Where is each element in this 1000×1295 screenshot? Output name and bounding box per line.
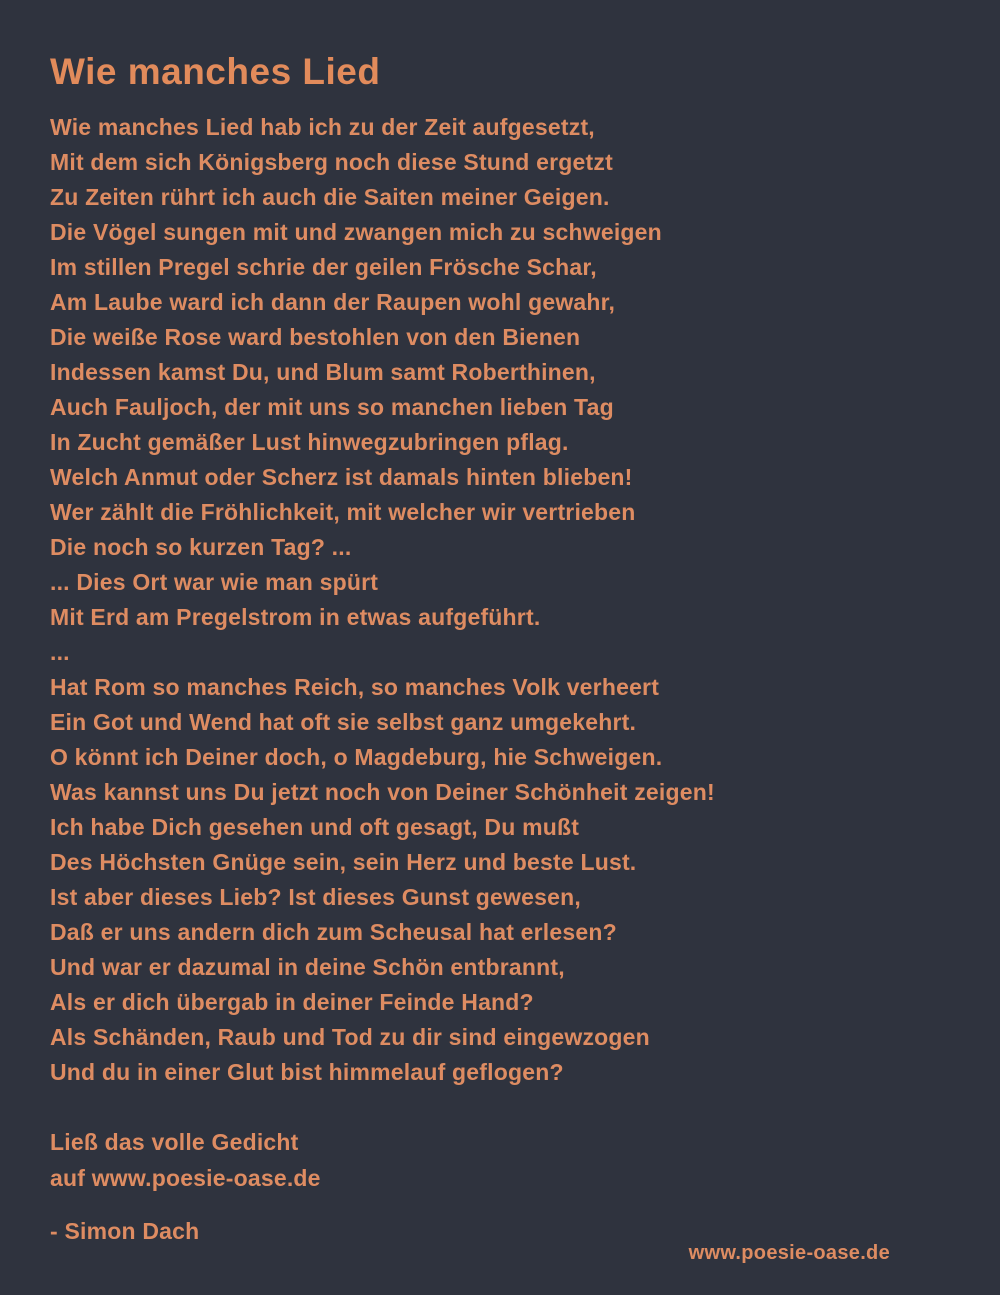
poem-line: Als Schänden, Raub und Tod zu dir sind eingewzogen <box>50 1024 650 1050</box>
poem-line: O könnt ich Deiner doch, o Magdeburg, hie Schweigen. <box>50 744 663 770</box>
poem-line: Am Laube ward ich dann der Raupen wohl gewahr, <box>50 289 616 315</box>
poem-line: Daß er uns andern dich zum Scheusal hat erlesen? <box>50 919 617 945</box>
poem-title: Wie manches Lied <box>50 51 381 92</box>
poem-line: Ich habe Dich gesehen und oft gesagt, Du mußt <box>50 814 580 840</box>
poem-line: Die Vögel sungen mit und zwangen mich zu schweigen <box>50 219 662 245</box>
poem-line: Die noch so kurzen Tag? ... <box>50 534 352 560</box>
footer-note <box>50 1124 960 1196</box>
poem-line: Als er dich übergab in deiner Feinde Hand? <box>50 989 534 1015</box>
poem-line: ... <box>50 639 70 665</box>
poem-line: Welch Anmut oder Scherz ist damals hinten blieben! <box>50 464 633 490</box>
poem-line: Im stillen Pregel schrie der geilen Frösche Schar, <box>50 254 597 280</box>
poem-line: Die weiße Rose ward bestohlen von den Bienen <box>50 324 581 350</box>
poem-line: Mit Erd am Pregelstrom in etwas aufgeführt. <box>50 604 541 630</box>
poem-line: Ein Got und Wend hat oft sie selbst ganz umgekehrt. <box>50 709 637 735</box>
author-signature: - Simon Dach <box>50 1218 200 1244</box>
poem-line: Wie manches Lied hab ich zu der Zeit aufgesetzt, <box>50 114 595 140</box>
poem-line: Wer zählt die Fröhlichkeit, mit welcher wir vertrieben <box>50 499 636 525</box>
poem-line: Auch Fauljoch, der mit uns so manchen lieben Tag <box>50 394 614 420</box>
poem-line: Hat Rom so manches Reich, so manches Volk verheert <box>50 674 660 700</box>
poem-body <box>50 110 960 1090</box>
poem-line: Zu Zeiten rührt ich auch die Saiten meiner Geigen. <box>50 184 610 210</box>
footer-note-line-1: Ließ das volle Gedicht <box>50 1129 299 1155</box>
poem-page <box>50 0 960 1249</box>
poem-line: ... Dies Ort war wie man spürt <box>50 569 379 595</box>
poem-line: Was kannst uns Du jetzt noch von Deiner Schönheit zeigen! <box>50 779 715 805</box>
poem-line: Mit dem sich Königsberg noch diese Stund ergetzt <box>50 149 613 175</box>
poem-line: Indessen kamst Du, und Blum samt Roberthinen, <box>50 359 596 385</box>
footer-note-line-2: auf www.poesie-oase.de <box>50 1165 321 1191</box>
poem-line: Des Höchsten Gnüge sein, sein Herz und beste Lust. <box>50 849 637 875</box>
poem-line: In Zucht gemäßer Lust hinwegzubringen pflag. <box>50 429 569 455</box>
poem-line: Und war er dazumal in deine Schön entbrannt, <box>50 954 565 980</box>
poem-line: Und du in einer Glut bist himmelauf geflogen? <box>50 1059 564 1085</box>
poem-line: Ist aber dieses Lieb? Ist dieses Gunst gewesen, <box>50 884 581 910</box>
site-watermark: www.poesie-oase.de <box>688 1242 890 1264</box>
